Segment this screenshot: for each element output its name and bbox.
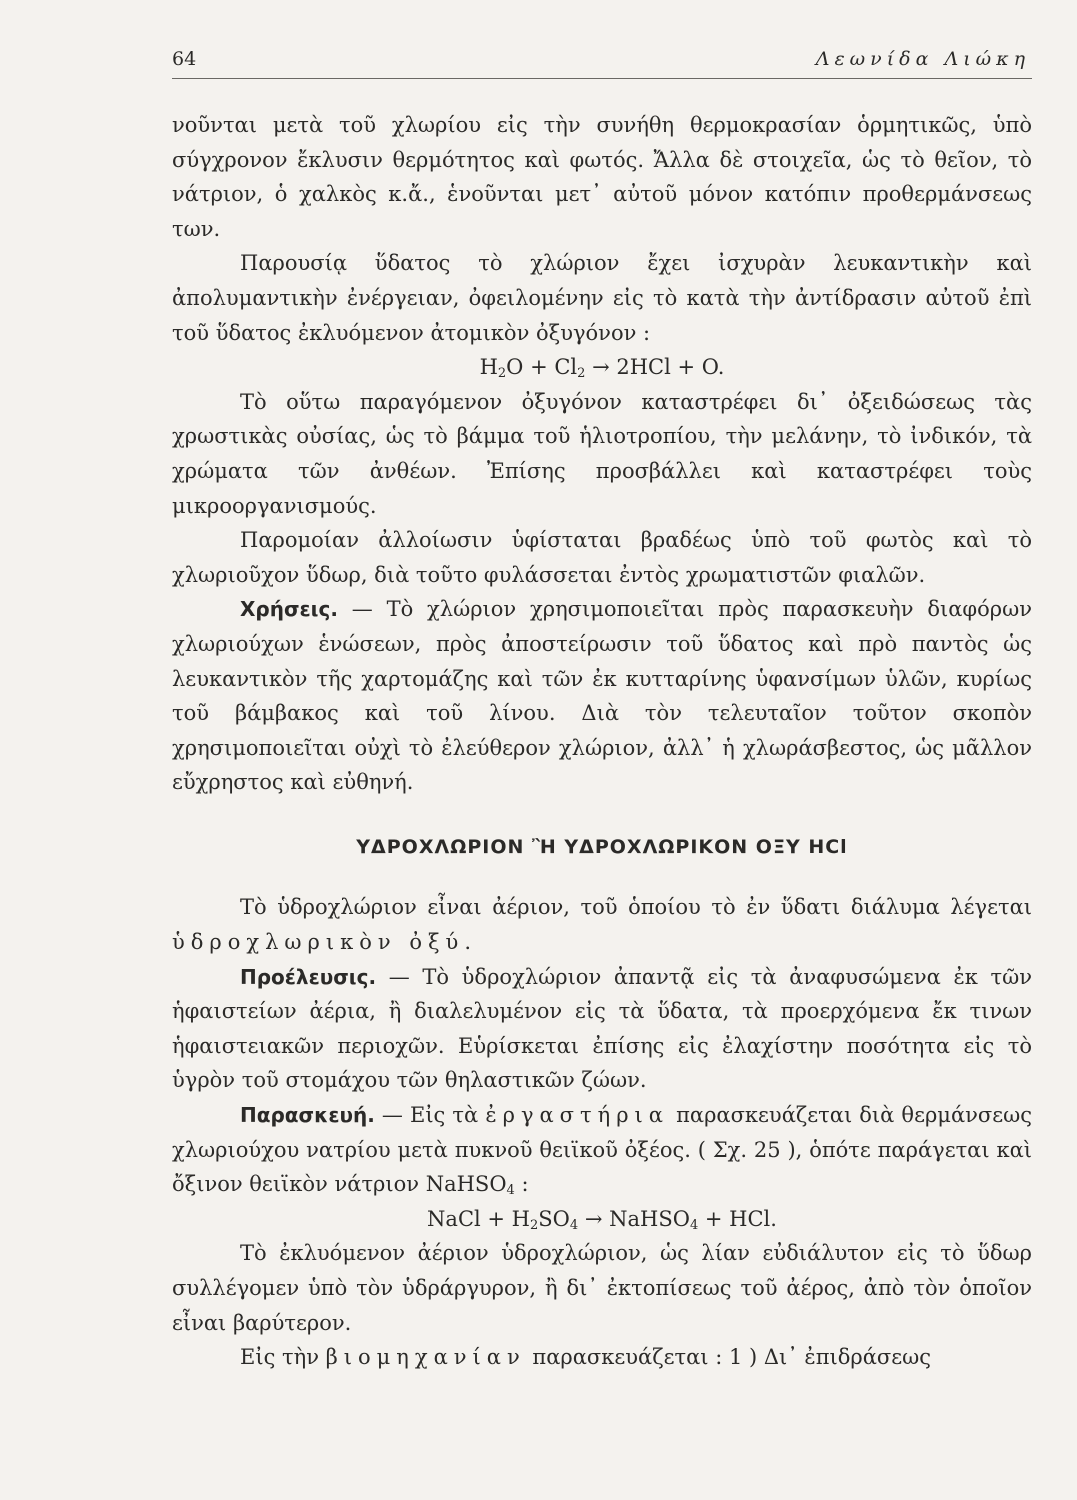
equation-1 — [172, 350, 1032, 385]
paragraph-4: Παρομοίαν ἀλλοίωσιν ὑφίσταται βραδέως ὑπὸ τοῦ φωτὸς καὶ τὸ χλωριοῦχον ὕδωρ, διὰ τοῦτο φυλάσσεται ἐντὸς χρωματιστῶν φιαλῶν. — [172, 528, 1032, 587]
eq1-part-c: → 2HCl + O. — [585, 355, 725, 380]
eq1-part-b: O + Cl — [506, 355, 578, 380]
preparation-label: Παρασκευή. — [240, 1103, 375, 1128]
paragraph-1: νοῦνται μετὰ τοῦ χλωρίου εἰς τὴν συνήθη θερμοκρασίαν ὁρμητικῶς, ὑπὸ σύγχρονον ἔκλυσιν θερμότητος καὶ φωτός. Ἄλλα δὲ στοιχεῖα, ὡς τὸ θεῖον, τὸ νάτριον, ὁ χαλκὸς κ.ἄ., ἑνοῦνται μετ᾽ αὐτοῦ μόνον κατόπιν προθερμάνσεως των. — [172, 113, 1032, 241]
uses-label: Χρήσεις. — [240, 597, 338, 622]
eq1-sub-a: 2 — [497, 366, 507, 382]
uses-text: — Τὸ χλώριον χρησιμοποιεῖται πρὸς παρασκευὴν διαφόρων χλωριούχων ἑνώσεων, πρὸς ἀποστείρωσιν τοῦ ὕδατος καὶ πρὸ παντὸς ὡς λευκαντικὸν τῆς χαρτομάζης καὶ τῶν ἐκ κυτταρίνης ὑφανσίμων ὑλῶν, κυρίως τοῦ βάμβακος καὶ τοῦ λίνου. Διὰ τὸν τελευταῖον τοῦτον σκοπὸν χρησιμοποιεῖται οὐχὶ τὸ ἐλεύθερον χλώριον, ἀλλ᾽ ἡ χλωράσβεστος, ὡς μᾶλλον εὔχρηστος καὶ εὐθηνή. — [172, 597, 1032, 795]
p10-text-c: παρασκευάζεται : 1 ) Δι᾽ ἐπιδράσεως — [525, 1345, 931, 1370]
paragraph-uses — [172, 592, 1032, 800]
eq2-part-d: + HCl. — [698, 1206, 777, 1231]
prep-spaced-term: ἐργαστήρια — [485, 1103, 669, 1128]
header-rule — [172, 78, 1032, 79]
p6-spaced-term: ὑδροχλωρικὸν ὀξύ. — [172, 930, 477, 955]
eq2-part-b: SO — [538, 1206, 570, 1231]
paragraph-9: Τὸ ἐκλυόμενον ἀέριον ὑδροχλώριον, ὡς λίαν εὐδιάλυτον εἰς τὸ ὕδωρ συλλέγομεν ὑπὸ τὸν ὑδράργυρον, ἢ δι᾽ ἐκτοπίσεως τοῦ ἀέρος, ἀπὸ τὸν ὁποῖον εἶναι βαρύτερον. — [172, 1241, 1032, 1335]
paragraph-10 — [172, 1340, 1032, 1375]
p10-text-a: Εἰς τὴν — [240, 1345, 326, 1370]
eq2-part-c: → NaHSO — [578, 1206, 690, 1231]
paragraph-origin — [172, 960, 1032, 1098]
prep-text-d: : — [514, 1172, 529, 1197]
eq2-sub-c: 4 — [689, 1217, 699, 1233]
origin-text: — Τὸ ὑδροχλώριον ἀπαντᾷ εἰς τὰ ἀναφυσώμενα ἐκ τῶν ἡφαιστείων ἀέρια, ἢ διαλελυμένον εἰς τὰ ὕδατα, τὰ προερχόμενα ἔκ τινων ἡφαιστειακῶν περιοχῶν. Εὑρίσκεται ἐπίσης εἰς ἐλαχίστην ποσότητα εἰς τὸ ὑγρὸν τοῦ στομάχου τῶν θηλαστικῶν ζώων. — [172, 964, 1032, 1093]
origin-label: Προέλευσις. — [240, 964, 377, 989]
paragraph-6 — [172, 890, 1032, 959]
page-body — [172, 108, 1032, 1375]
paragraph-preparation — [172, 1098, 1032, 1202]
equation-2 — [172, 1202, 1032, 1237]
page-number: 64 — [172, 48, 197, 70]
p10-spaced-term: βιομηχανίαν — [325, 1345, 526, 1370]
paragraph-3: Τὸ οὕτω παραγόμενον ὀξυγόνον καταστρέφει δι᾽ ὀξειδώσεως τὰς χρωστικὰς οὐσίας, ὡς τὸ βάμμα τοῦ ἡλιοτροπίου, τὴν μελάνην, τὸ ἰνδικόν, τὰ χρώματα τῶν ἀνθέων. Ἐπίσης προσβάλλει καὶ καταστρέφει τοὺς μικροοργανισμούς. — [172, 389, 1032, 518]
running-title: Λεωνίδα Λιώκη — [815, 48, 1030, 70]
eq2-sub-a: 2 — [530, 1217, 539, 1233]
eq2-sub-b: 4 — [569, 1217, 579, 1233]
prep-text-c: παρασκευάζεται διὰ θερμάνσεως χλωριούχου νατρίου μετὰ πυκνοῦ θειϊκοῦ ὀξέος. ( Σχ. 25 ), ὁπότε παράγεται καὶ ὄξινον θειϊκὸν νάτριον NaHSO — [172, 1103, 1032, 1197]
page-header — [172, 44, 1032, 74]
prep-sub: 4 — [506, 1183, 515, 1199]
p6-text: Τὸ ὑδροχλώριον εἶναι ἀέριον, τοῦ ὁποίου τὸ ἐν ὕδατι διάλυμα λέγεται — [240, 895, 1032, 920]
prep-text-a: — Εἰς τὰ — [374, 1103, 486, 1128]
eq1-sub-b: 2 — [577, 366, 586, 382]
section-heading: ΥΔΡΟΧΛΩΡΙΟΝ Ἢ ΥΔΡΟΧΛΩΡΙΚΟΝ ΟΞΥ HCl — [356, 835, 848, 858]
eq1-part-a: H — [479, 355, 498, 380]
paragraph-2: Παρουσίᾳ ὕδατος τὸ χλώριον ἔχει ἰσχυρὰν λευκαντικὴν καὶ ἀπολυμαντικὴν ἐνέργειαν, ὀφειλομένην εἰς τὸ κατὰ τὴν ἀντίδρασιν αὐτοῦ ἐπὶ τοῦ ὕδατος ἐκλυόμενον ἀτομικὸν ὀξυγόνον : — [172, 251, 1032, 345]
eq2-part-a: NaCl + H — [427, 1206, 530, 1231]
